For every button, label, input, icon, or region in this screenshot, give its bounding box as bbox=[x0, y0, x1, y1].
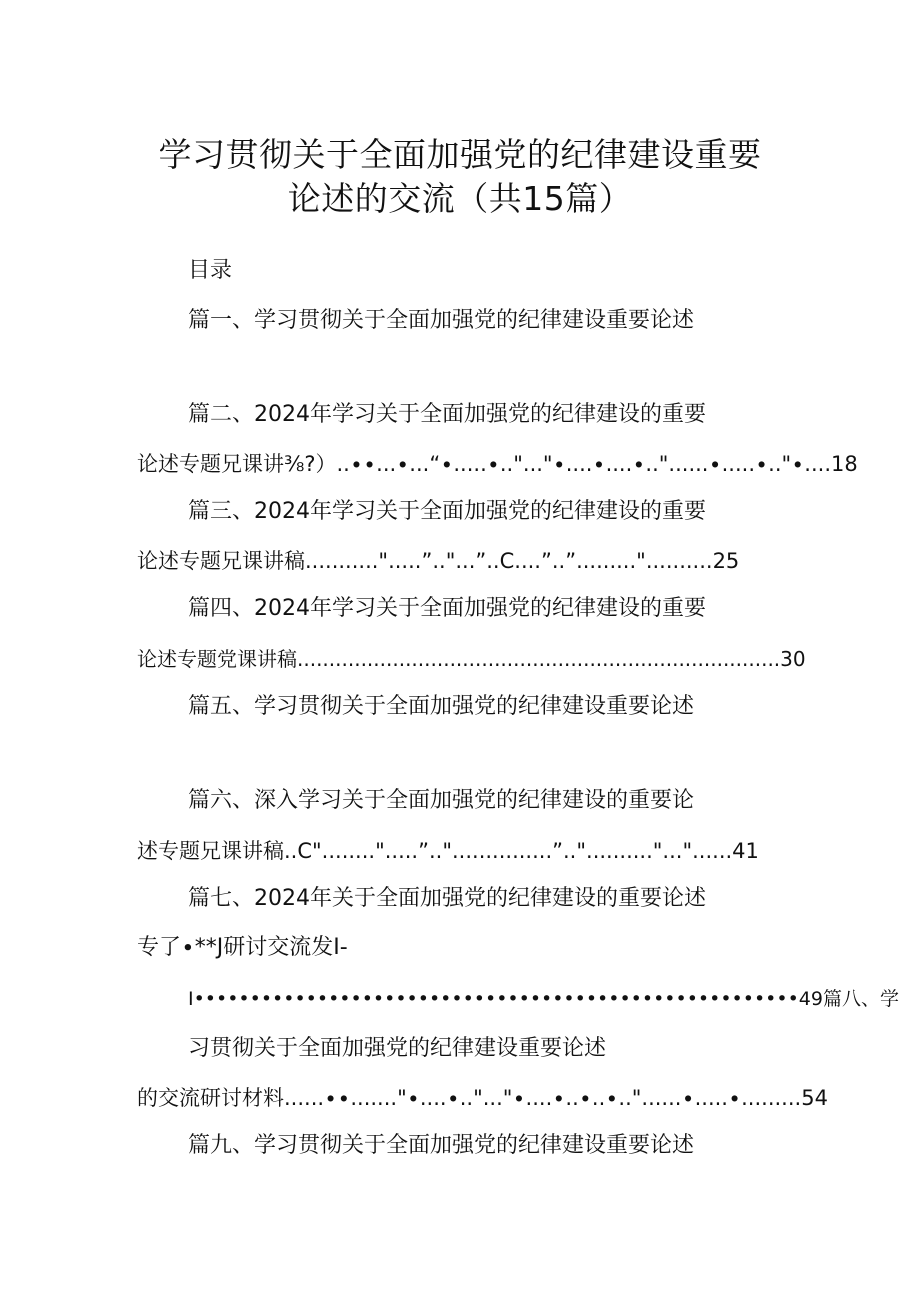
toc-entry-3[interactable]: 篇三、2024年学习关于全面加强党的纪律建设的重要 bbox=[188, 499, 706, 524]
document-title-line-1: 学习贯彻关于全面加强党的纪律建设重要 bbox=[158, 135, 762, 174]
toc-entry-9[interactable]: 篇九、学习贯彻关于全面加强党的纪律建设重要论述 bbox=[188, 1133, 695, 1158]
toc-entry-6-cont[interactable]: 述专题兄课讲稿..C"........".....”.."...............”..".........."..."......41 bbox=[137, 839, 759, 863]
toc-entry-7-dots-entry-8[interactable]: I••••••••••••••••••••••••••••••••••••••••••••••••••••••49篇八、学 bbox=[188, 988, 899, 1010]
toc-entry-3-cont[interactable]: 论述专题兄课讲稿...........".....”.."...”..C....”..”........."..........25 bbox=[137, 549, 740, 573]
toc-entry-5[interactable]: 篇五、学习贯彻关于全面加强党的纪律建设重要论述 bbox=[188, 694, 695, 719]
toc-entry-8-cont[interactable]: 习贯彻关于全面加强党的纪律建设重要论述 bbox=[188, 1036, 607, 1061]
toc-entry-6[interactable]: 篇六、深入学习关于全面加强党的纪律建设的重要论 bbox=[188, 788, 695, 813]
toc-entry-7-cont[interactable]: 专了∙**J研讨交流发I- bbox=[137, 935, 348, 960]
toc-entry-1[interactable]: 篇一、学习贯彻关于全面加强党的纪律建设重要论述 bbox=[188, 308, 695, 333]
toc-entry-4-cont[interactable]: 论述专题党课讲稿............................................................................30 bbox=[137, 647, 806, 671]
toc-entry-2-cont[interactable]: 论述专题兄课讲⅜?）..∙∙...∙...“∙.....∙.."..."∙....∙....∙.."......∙.....∙.."∙....18 bbox=[137, 452, 858, 476]
document-title-line-2: 论述的交流（共15篇） bbox=[287, 179, 633, 218]
toc-entry-4[interactable]: 篇四、2024年学习关于全面加强党的纪律建设的重要 bbox=[188, 596, 706, 621]
toc-heading: 目录 bbox=[188, 258, 233, 283]
toc-entry-8-cont-2[interactable]: 的交流研讨材料......∙∙......."∙....∙.."..."∙....∙..∙..∙.."......∙.....∙.........54 bbox=[137, 1086, 828, 1110]
toc-entry-7[interactable]: 篇七、2024年关于全面加强党的纪律建设的重要论述 bbox=[188, 886, 706, 911]
toc-entry-2[interactable]: 篇二、2024年学习关于全面加强党的纪律建设的重要 bbox=[188, 402, 706, 427]
